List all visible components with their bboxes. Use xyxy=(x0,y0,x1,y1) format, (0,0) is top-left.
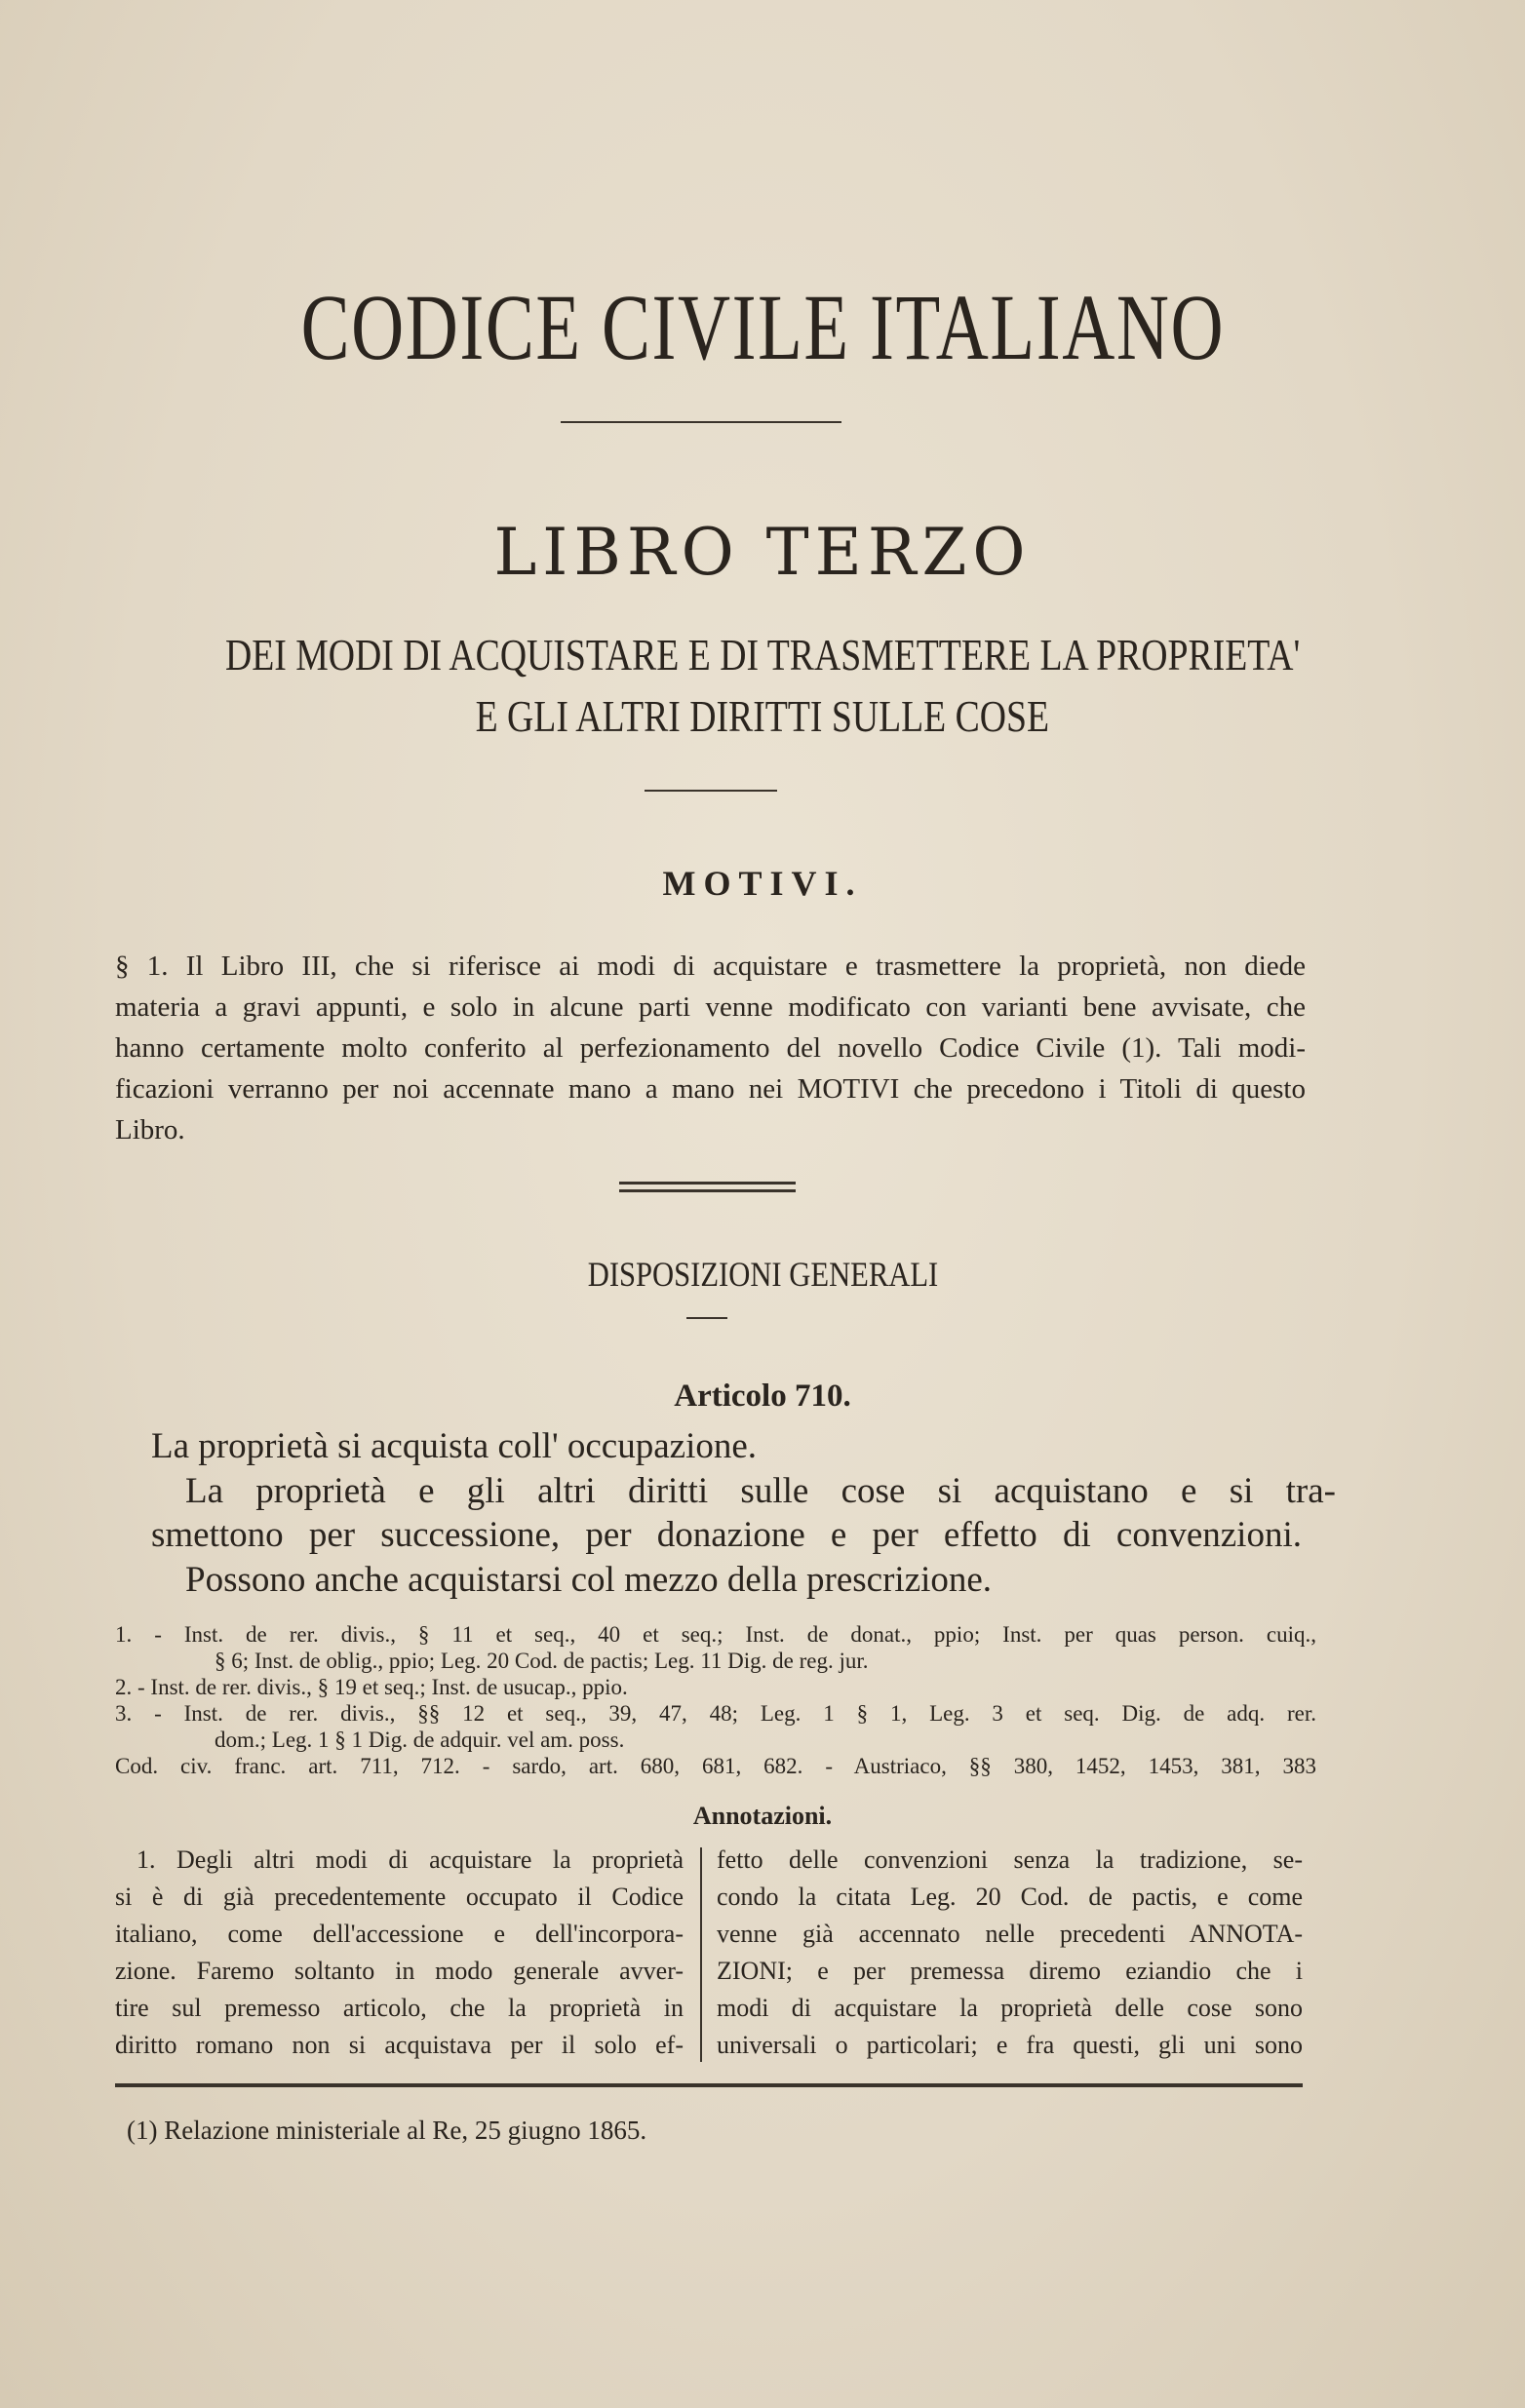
divider xyxy=(561,421,841,423)
double-rule-top xyxy=(619,1182,796,1185)
double-rule-bottom xyxy=(619,1189,796,1192)
reference-line: Cod. civ. franc. art. 711, 712. - sardo, art. 680, 681, 682. - Austriaco, §§ 380, 1452, 1453, 381, 383 xyxy=(115,1754,1316,1778)
annotation-line: ZIONI; e per premessa diremo eziandio che i xyxy=(717,1957,1303,1985)
section-heading-text: DISPOSIZIONI GENERALI xyxy=(587,1255,938,1294)
column-divider xyxy=(700,1847,702,2062)
annotation-line: condo la citata Leg. 20 Cod. de pactis, e come xyxy=(717,1883,1303,1911)
annotation-line: venne già accennato nelle precedenti ANNOTA- xyxy=(717,1920,1303,1948)
annotation-line: fetto delle convenzioni senza la tradizione, se- xyxy=(717,1845,1303,1874)
annotation-line: italiano, come dell'accessione e dell'incorpora- xyxy=(115,1920,684,1948)
article-line: Possono anche acquistarsi col mezzo della prescrizione. xyxy=(185,1559,993,1600)
reference-line: 2. - Inst. de rer. divis., § 19 et seq.; Inst. de usucap., ppio. xyxy=(115,1675,628,1699)
annotations-heading: Annotazioni. xyxy=(692,1802,833,1830)
book-subtitle-line-2 xyxy=(0,690,1525,742)
subtitle-text: DEI MODI DI ACQUISTARE E DI TRASMETTERE LA PROPRIETA' xyxy=(224,630,1301,680)
article-line: La proprietà e gli altri diritti sulle cose si acquistano e si tra- xyxy=(185,1470,1336,1511)
article-title: Articolo 710. xyxy=(674,1379,851,1414)
article-line: smettono per successione, per donazione e per effetto di convenzioni. xyxy=(151,1515,1302,1555)
paragraph-line: ficazioni verranno per noi accennate mano a mano nei MOTIVI che precedono i Titoli di questo xyxy=(115,1073,1306,1105)
footnote-rule xyxy=(115,2083,1303,2087)
paragraph-line: Libro. xyxy=(115,1114,185,1146)
annotation-line: modi di acquistare la proprietà delle cose sono xyxy=(717,1994,1303,2022)
annotation-line: diritto romano non si acquistava per il solo ef- xyxy=(115,2031,684,2059)
annotation-line: 1. Degli altri modi di acquistare la proprietà xyxy=(137,1845,684,1874)
subtitle-text: E GLI ALTRI DIRITTI SULLE COSE xyxy=(475,691,1050,741)
annotation-line: universali o particolari; e fra questi, gli uni sono xyxy=(717,2031,1303,2059)
footnote: (1) Relazione ministeriale al Re, 25 giugno 1865. xyxy=(127,2116,647,2145)
annotation-line: tire sul premesso articolo, che la proprietà in xyxy=(115,1994,684,2022)
reference-line: dom.; Leg. 1 § 1 Dig. de adquir. vel am. poss. xyxy=(215,1728,625,1752)
book-title: LIBRO TERZO xyxy=(493,515,1032,590)
reference-line: 1. - Inst. de rer. divis., § 11 et seq., 40 et seq.; Inst. de donat., ppio; Inst. per quas person. cuiq., xyxy=(115,1622,1316,1647)
divider xyxy=(686,1317,727,1319)
paragraph-line: hanno certamente molto conferito al perfezionamento del novello Codice Civile (1). Tali modi- xyxy=(115,1032,1306,1064)
annotation-line: si è di già precedentemente occupato il Codice xyxy=(115,1883,684,1911)
article-line: La proprietà si acquista coll' occupazione. xyxy=(151,1426,758,1466)
motivi-heading: MOTIVI. xyxy=(662,864,863,903)
reference-line: § 6; Inst. de oblig., ppio; Leg. 20 Cod. de pactis; Leg. 11 Dig. de reg. jur. xyxy=(215,1649,869,1673)
page-title-text: CODICE CIVILE ITALIANO xyxy=(300,275,1225,379)
annotation-line: zione. Faremo soltanto in modo generale avver- xyxy=(115,1957,684,1985)
paragraph-line: materia a gravi appunti, e solo in alcune parti venne modificato con varianti bene avvisate, che xyxy=(115,991,1306,1023)
divider xyxy=(645,790,777,792)
book-subtitle-line-1 xyxy=(0,629,1525,680)
page-title xyxy=(0,273,1525,381)
paragraph-line: § 1. Il Libro III, che si riferisce ai modi di acquistare e trasmettere la proprietà, non diede xyxy=(115,951,1306,982)
section-heading xyxy=(0,1254,1525,1295)
reference-line: 3. - Inst. de rer. divis., §§ 12 et seq., 39, 47, 48; Leg. 1 § 1, Leg. 3 et seq. Dig. de adq. rer. xyxy=(115,1701,1316,1726)
